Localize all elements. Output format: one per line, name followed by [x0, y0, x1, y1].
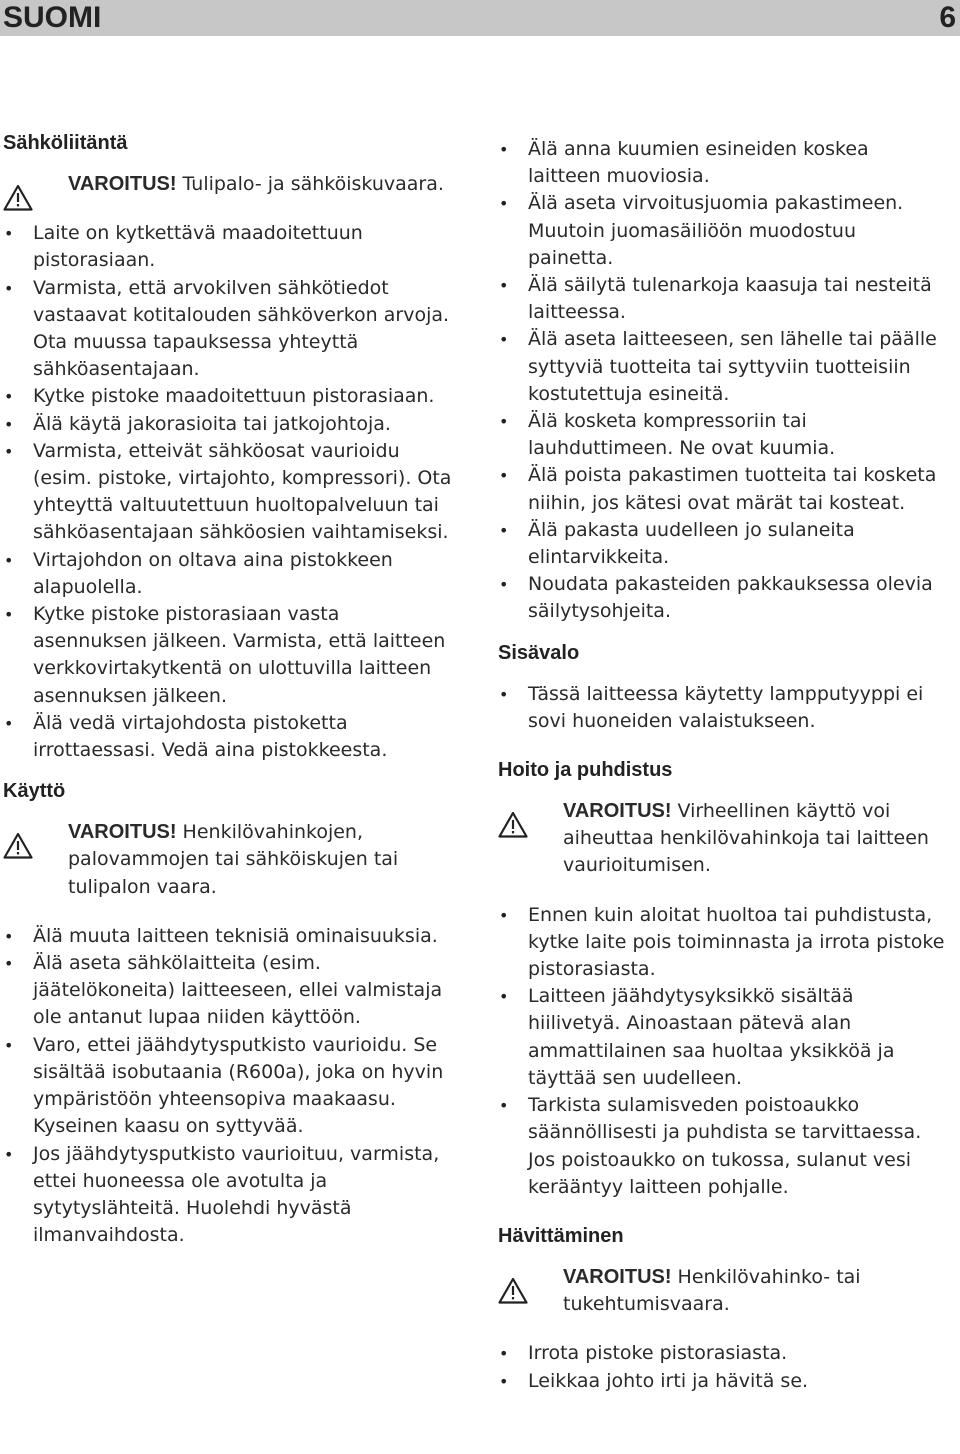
page-header: [0, 0, 960, 36]
section-heading-sahkoliitanta: Sähköliitäntä: [3, 132, 128, 154]
list-item: • Laite on kytkettävä maadoitettuun pistorasiaan.: [3, 220, 458, 274]
list-item: • Varmista, etteivät sähköosat vaurioidu (esim. pistoke, virtajohto, kompressori). Ota yhteyttä valtuutettuun huoltopalveluun tai sähköasentajaan sähköosien vaihtamiseksi.: [3, 438, 458, 547]
warning-message: Tulipalo- ja sähköiskuvaara.: [176, 173, 444, 195]
warning-label: VAROITUS!: [563, 1265, 672, 1288]
list-hoito: [498, 902, 946, 1201]
right-column: [498, 136, 946, 1395]
list-item: • Virtajohdon on oltava aina pistokkeen alapuolella.: [3, 547, 458, 601]
warning-text: [68, 819, 458, 901]
list-item: • Varmista, että arvokilven sähkötiedot vastaavat kotitalouden sähköverkon arvoja. Ota muussa tapauksessa yhteyttä sähköasentajaan.: [3, 275, 458, 384]
list-item: • Älä muuta laitteen teknisiä ominaisuuksia.: [3, 923, 458, 950]
section-heading-kaytto: Käyttö: [3, 780, 66, 803]
list-item: • Tässä laitteessa käytetty lampputyyppi ei sovi huoneiden valaistukseen.: [498, 681, 946, 735]
warning-message: Henkilövahinko- tai tukehtumisvaara.: [563, 1265, 861, 1316]
list-item: • Älä vedä virtajohdosta pistoketta irrottaessasi. Vedä aina pistokkeesta.: [3, 710, 458, 764]
list-sisavalo: [498, 681, 946, 735]
list-item: • Leikkaa johto irti ja hävitä se.: [498, 1368, 946, 1395]
list-item: • Älä käytä jakorasioita tai jatkojohtoja.: [3, 411, 458, 438]
warning-message: Henkilövahinkojen, palovammojen tai sähköiskujen tai tulipalon vaara.: [68, 821, 399, 898]
warning-triangle-icon: [498, 811, 528, 838]
list-item: • Älä poista pakastimen tuotteita tai kosketa niihin, jos kätesi ovat märät tai kosteat.: [498, 462, 946, 516]
warning-triangle-icon: [3, 184, 33, 211]
page-number: 6: [939, 1, 956, 34]
section-heading-sisavalo: Sisävalo: [498, 641, 580, 664]
header-language: SUOMI: [3, 1, 102, 34]
warning-message: Virheellinen käyttö voi aiheuttaa henkilövahinkoja tai laitteen vaurioitumisen.: [563, 800, 929, 877]
list-havittaminen: [498, 1340, 946, 1394]
list-kaytto: [3, 923, 458, 1249]
left-column: [3, 130, 458, 1249]
list-item: • Ennen kuin aloitat huoltoa tai puhdistusta, kytke laite pois toiminnasta ja irrota pistoke pistorasiasta.: [498, 902, 946, 984]
list-item: • Jos jäähdytysputkisto vaurioituu, varmista, ettei huoneessa ole avotulta ja sytytyslähteitä. Huolehdi hyvästä ilmanvaihdosta.: [3, 1141, 458, 1250]
list-item: • Älä anna kuumien esineiden koskea laitteen muoviosia.: [498, 136, 946, 190]
section-heading-hoito: Hoito ja puhdistus: [498, 759, 673, 782]
list-item: • Kytke pistoke maadoitettuun pistorasiaan.: [3, 383, 458, 410]
warning-triangle-icon: [3, 832, 33, 859]
list-item: • Noudata pakasteiden pakkauksessa olevia säilytysohjeita.: [498, 571, 946, 625]
warning-triangle-icon: [498, 1277, 528, 1304]
list-item: • Tarkista sulamisveden poistoaukko säännöllisesti ja puhdista se tarvittaessa. Jos poistoaukko on tukossa, sulanut vesi kerääntyy laitteen pohjalle.: [498, 1092, 946, 1201]
list-item: • Älä pakasta uudelleen jo sulaneita elintarvikkeita.: [498, 517, 946, 571]
warning-havittaminen: [498, 1264, 946, 1318]
list-kaytto-continued: [498, 136, 946, 626]
warning-kaytto: [3, 819, 458, 901]
list-item: • Älä säilytä tulenarkoja kaasuja tai nesteitä laitteessa.: [498, 272, 946, 326]
warning-text: [68, 171, 458, 198]
warning-hoito: [498, 798, 946, 880]
list-item: • Älä aseta virvoitusjuomia pakastimeen. Muutoin juomasäiliöön muodostuu painetta.: [498, 190, 946, 272]
list-item: • Älä aseta laitteeseen, sen lähelle tai päälle syttyviä tuotteita tai syttyviin tuotteisiin kostutettuja esineitä.: [498, 326, 946, 408]
warning-text: [563, 1264, 946, 1318]
warning-label: VAROITUS!: [68, 173, 177, 195]
list-item: • Laitteen jäähdytysyksikkö sisältää hiilivetyä. Ainoastaan pätevä alan ammattilainen saa huoltaa yksikköä ja täyttää sen uudelleen.: [498, 983, 946, 1092]
warning-label: VAROITUS!: [68, 821, 177, 844]
list-item: • Varo, ettei jäähdytysputkisto vaurioidu. Se sisältää isobutaania (R600a), joka on hyvin ympäristöön yhteensopiva maakaasu. Kyseinen kaasu on syttyvää.: [3, 1032, 458, 1141]
list-item: • Irrota pistoke pistorasiasta.: [498, 1340, 946, 1367]
list-sahkoliitanta: [3, 220, 458, 764]
warning-label: VAROITUS!: [563, 800, 672, 823]
list-item: • Älä aseta sähkölaitteita (esim. jäätelökoneita) laitteeseen, ellei valmistaja ole antanut lupaa niiden käyttöön.: [3, 950, 458, 1032]
list-item: • Kytke pistoke pistorasiaan vasta asennuksen jälkeen. Varmista, että laitteen verkkovirtakytkentä on ulottuvilla laitteen asennuksen jälkeen.: [3, 601, 458, 710]
warning-text: [563, 798, 946, 880]
warning-sahkoliitanta: [3, 171, 458, 198]
list-item: • Älä kosketa kompressoriin tai lauhduttimeen. Ne ovat kuumia.: [498, 408, 946, 462]
section-heading-havittaminen: Hävittäminen: [498, 1224, 624, 1247]
